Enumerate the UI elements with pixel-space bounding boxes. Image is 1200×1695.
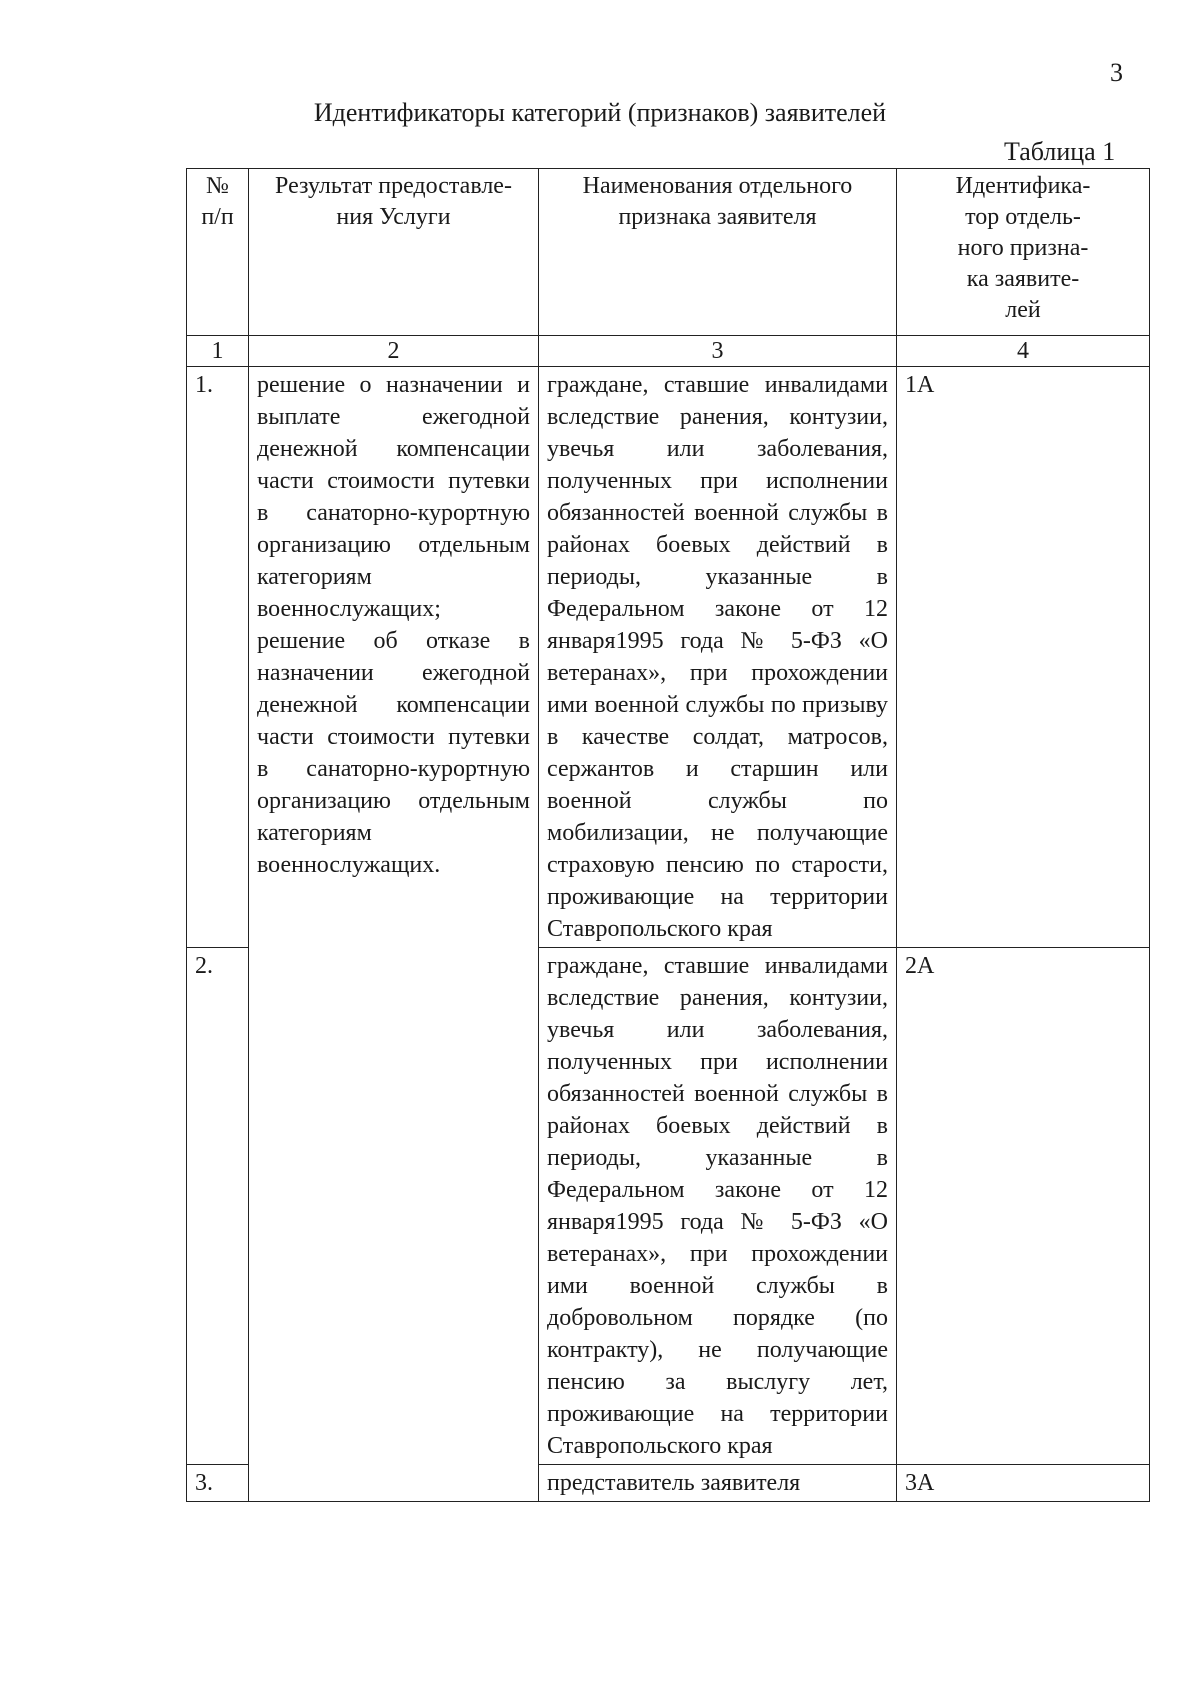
header-identifier-line: ка заявите- bbox=[966, 266, 1080, 292]
header-criterion-line: Наименования отдельного bbox=[582, 173, 853, 199]
applicant-criterion-cell: граждане, ставшие инвалидами вследствие ранения, контузии, увечья или заболевания, полученных при исполнении обязанностей военной службы в районах боевых действий в периоды, указанные в Федеральном законе от 12 января1995 года № 5-ФЗ «О ветеранах», при прохождении ими военной службы в добровольном порядке (по контракту), не получающие пенсию за выслугу лет, проживающие на территории Ставропольского края bbox=[539, 948, 897, 1465]
header-identifier bbox=[897, 169, 1150, 336]
column-number-cell: 3 bbox=[539, 336, 897, 367]
table-header-row bbox=[187, 169, 1150, 336]
header-result-line: Результат предоставле- bbox=[275, 173, 512, 199]
page-number: 3 bbox=[1110, 58, 1123, 87]
table-caption: Таблица 1 bbox=[1004, 137, 1116, 166]
header-identifier-line: ного призна- bbox=[957, 235, 1089, 261]
row-number: 2. bbox=[187, 948, 249, 1465]
column-number-cell: 1 bbox=[187, 336, 249, 367]
applicant-identifier-cell: 1А bbox=[897, 367, 1150, 948]
applicant-identifier-cell: 2А bbox=[897, 948, 1150, 1465]
header-identifier-line: лей bbox=[1005, 297, 1041, 323]
header-number-line: № bbox=[206, 173, 229, 199]
header-result-line: ния Услуги bbox=[336, 204, 451, 230]
header-criterion-line: признака заявителя bbox=[618, 204, 817, 230]
header-criterion bbox=[539, 169, 897, 336]
applicant-criterion-cell: граждане, ставшие инвалидами вследствие ранения, контузии, увечья или заболевания, полученных при исполнении обязанностей военной службы в районах боевых действий в периоды, указанные в Федеральном законе от 12 января1995 года № 5-ФЗ «О ветеранах», при прохождении ими военной службы по призыву в качестве солдат, матросов, сержантов и старшин или военной службы по мобилизации, не получающие страховую пенсию по старости, проживающие на территории Ставропольского края bbox=[539, 367, 897, 948]
column-number-row bbox=[187, 336, 1150, 367]
column-number-cell: 4 bbox=[897, 336, 1150, 367]
table-row bbox=[187, 367, 1150, 948]
row-number: 3. bbox=[187, 1465, 249, 1502]
row-number: 1. bbox=[187, 367, 249, 948]
applicant-categories-table bbox=[186, 168, 1150, 1502]
applicant-criterion-cell: представитель заявителя bbox=[539, 1465, 897, 1502]
header-identifier-line: Идентифика- bbox=[955, 173, 1091, 199]
header-number-line: п/п bbox=[201, 204, 234, 230]
service-result-cell: решение о назначении и выплате ежегодной денежной компенсации части стоимости путевки в санаторно-курортную организацию отдельным категориям военнослужащих; решение об отказе в назначении ежегодной денежной компенсации части стоимости путевки в санаторно-курортную организацию отдельным категориям военнослужащих. bbox=[249, 367, 539, 1502]
header-result bbox=[249, 169, 539, 336]
document-title: Идентификаторы категорий (признаков) заявителей bbox=[313, 98, 887, 127]
header-identifier-line: тор отдель- bbox=[965, 204, 1081, 230]
header-number bbox=[187, 169, 249, 336]
column-number-cell: 2 bbox=[249, 336, 539, 367]
applicant-identifier-cell: 3А bbox=[897, 1465, 1150, 1502]
